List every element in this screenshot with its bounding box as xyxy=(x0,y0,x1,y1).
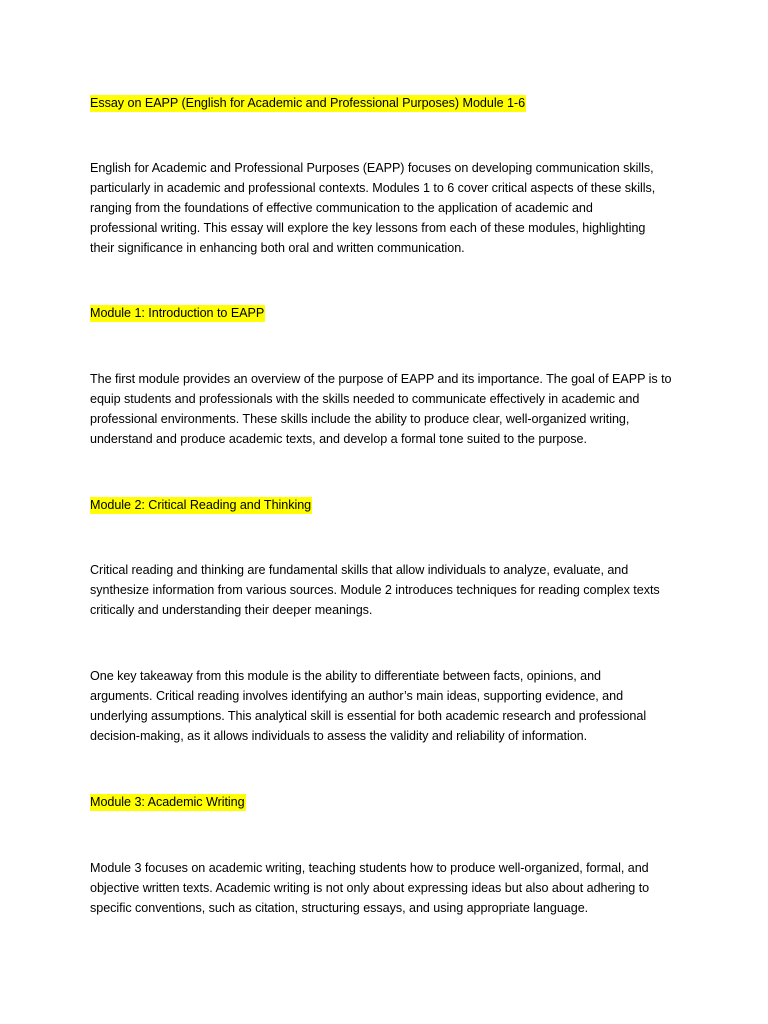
module1-heading-highlight: Module 1: Introduction to EAPP xyxy=(90,306,265,320)
module2-p2-line: underlying assumptions. This analytical skill is essential for both academic research and professional xyxy=(90,709,647,723)
module2-heading xyxy=(90,495,312,515)
module2-p2-line: One key takeaway from this module is the ability to differentiate between facts, opinions, and xyxy=(90,669,601,683)
module2-p1-line: Critical reading and thinking are fundamental skills that allow individuals to analyze, evaluate, and xyxy=(90,563,629,577)
intro-line: professional writing. This essay will explore the key lessons from each of these modules, highlighting xyxy=(90,221,646,235)
intro-line: ranging from the foundations of effective communication to the application of academic and xyxy=(90,201,593,215)
document-title-highlight: Essay on EAPP (English for Academic and Professional Purposes) Module 1-6 xyxy=(90,96,526,110)
document-title xyxy=(90,93,526,113)
intro-line: their significance in enhancing both oral and written communication. xyxy=(90,241,465,255)
module3-line: Module 3 focuses on academic writing, teaching students how to produce well-organized, formal, and xyxy=(90,861,649,875)
module1-line: The first module provides an overview of the purpose of EAPP and its importance. The goal of EAPP is to xyxy=(90,372,672,386)
intro-line: particularly in academic and professional contexts. Modules 1 to 6 cover critical aspects of these skills, xyxy=(90,181,656,195)
intro-line: English for Academic and Professional Purposes (EAPP) focuses on developing communication skills, xyxy=(90,161,654,175)
module2-p2-line: decision-making, as it allows individuals to assess the validity and reliability of information. xyxy=(90,729,588,743)
module1-line: understand and produce academic texts, and develop a formal tone suited to the purpose. xyxy=(90,432,587,446)
module2-p1-line: synthesize information from various sources. Module 2 introduces techniques for reading complex texts xyxy=(90,583,660,597)
module1-heading xyxy=(90,303,265,323)
module2-p1-line: critically and understanding their deeper meanings. xyxy=(90,603,373,617)
module3-heading-highlight: Module 3: Academic Writing xyxy=(90,795,245,809)
module3-heading xyxy=(90,792,246,812)
module2-heading-highlight: Module 2: Critical Reading and Thinking xyxy=(90,498,312,512)
module3-line: objective written texts. Academic writing is not only about expressing ideas but also about adhering to xyxy=(90,881,650,895)
module1-line: equip students and professionals with the skills needed to communicate effectively in academic and xyxy=(90,392,640,406)
module3-line: specific conventions, such as citation, structuring essays, and using appropriate language. xyxy=(90,901,589,915)
module1-line: professional environments. These skills include the ability to produce clear, well-organized writing, xyxy=(90,412,630,426)
module2-p2-line: arguments. Critical reading involves identifying an author’s main ideas, supporting evidence, and xyxy=(90,689,624,703)
